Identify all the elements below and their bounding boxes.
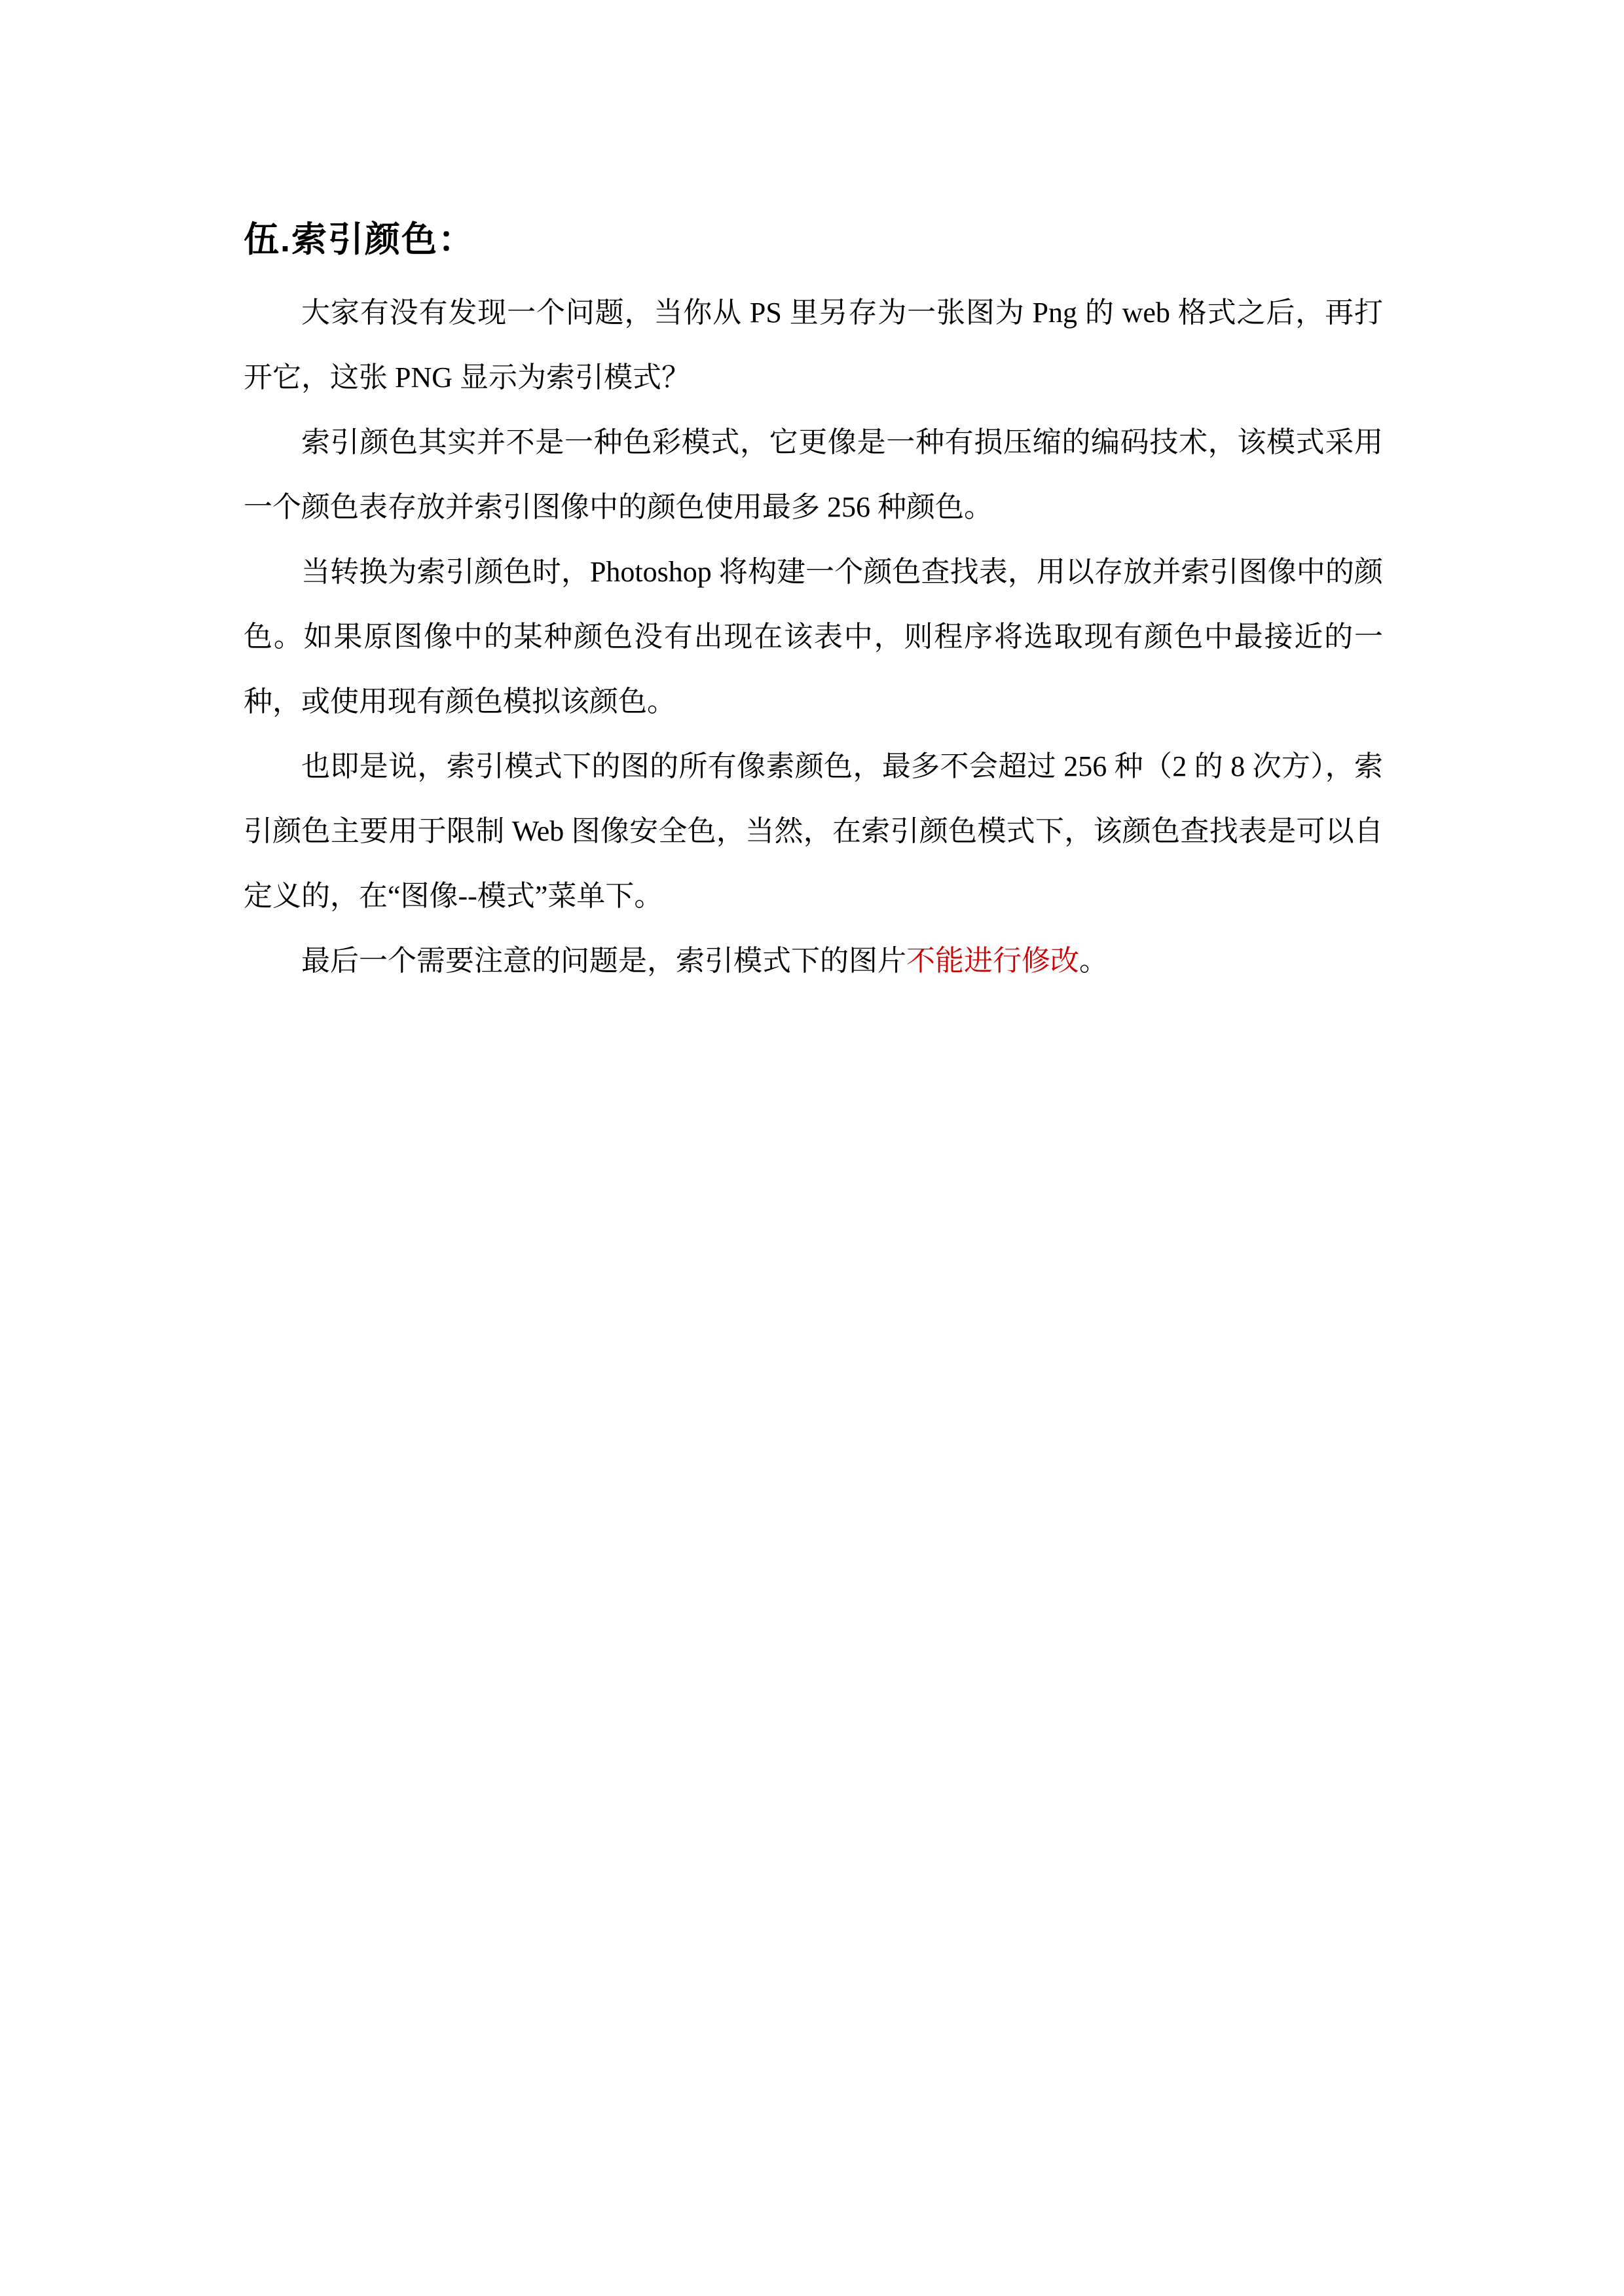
section-heading: 伍.索引颜色：: [244, 220, 475, 259]
paragraph-256-colors: 也即是说，索引模式下的图的所有像素颜色，最多不会超过 256 种（2 的 8 次方），索引颜色主要用于限制 Web 图像安全色，当然，在索引颜色模式下，该颜色查找表是可以自定义的，在“图像--模式”菜单下。: [244, 750, 1383, 912]
document-content: [244, 216, 1383, 993]
paragraph-photoshop-lookup-table: 当转换为索引颜色时，Photoshop 将构建一个颜色查找表，用以存放并索引图像中的颜色。如果原图像中的某种颜色没有出现在该表中，则程序将选取现有颜色中最接近的一种，或使用现有颜色模拟该颜色。: [244, 556, 1383, 718]
highlighted-warning-text: 不能进行修改: [906, 945, 1079, 977]
final-note-text: 最后一个需要注意的问题是，索引模式下的图片: [301, 945, 906, 977]
paragraph-definition: 索引颜色其实并不是一种色彩模式，它更像是一种有损压缩的编码技术，该模式采用一个颜色表存放并索引图像中的颜色使用最多 256 种颜色。: [244, 426, 1383, 523]
paragraph-final-note: [244, 928, 1383, 993]
paragraph-intro: 大家有没有发现一个问题，当你从 PS 里另存为一张图为 Png 的 web 格式之后，再打开它，这张 PNG 显示为索引模式？: [244, 297, 1383, 393]
final-note-period: 。: [1079, 945, 1108, 977]
